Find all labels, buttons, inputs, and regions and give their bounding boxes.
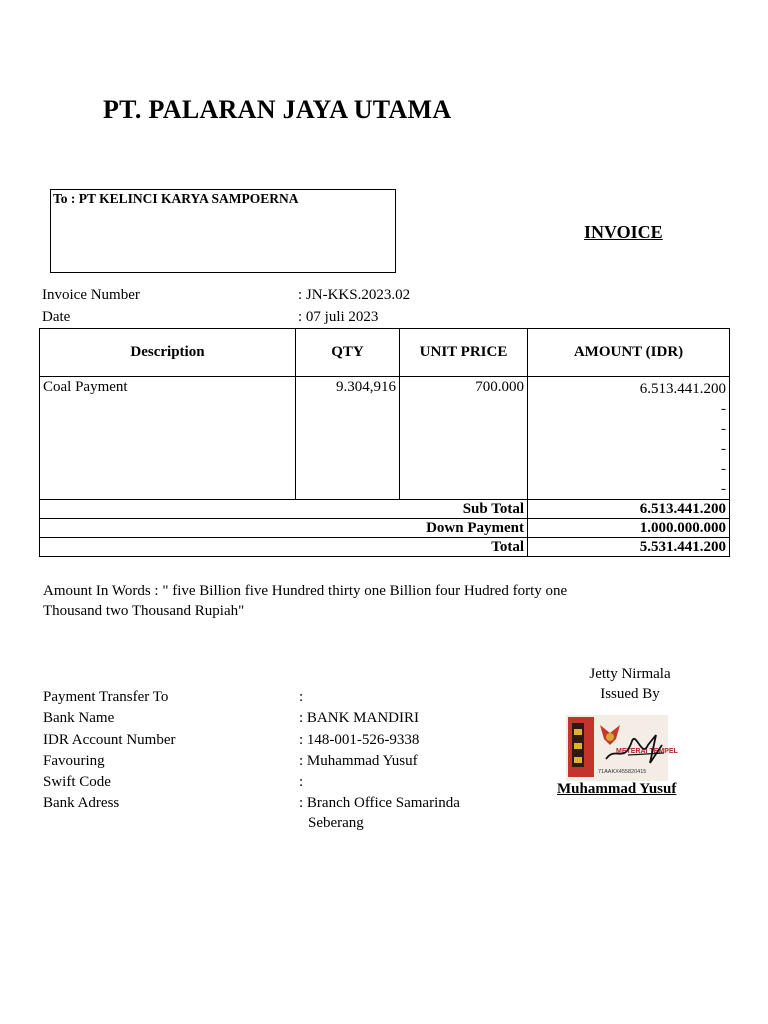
date-label: Date bbox=[42, 309, 71, 325]
amount-in-words-line2: Thousand two Thousand Rupiah" bbox=[43, 603, 245, 619]
bank-address-label: Bank Adress bbox=[43, 795, 120, 811]
issued-by-label: Issued By bbox=[600, 686, 660, 702]
bank-address-line2: Seberang bbox=[308, 815, 364, 831]
item-amount-blank: - bbox=[721, 461, 726, 477]
item-amount-blank: - bbox=[721, 421, 726, 437]
amount-in-words bbox=[43, 581, 683, 621]
down-payment-label: Down Payment bbox=[40, 519, 528, 538]
bank-name-value: : BANK MANDIRI bbox=[299, 710, 419, 726]
recipient-box bbox=[50, 189, 396, 273]
subtotal-value: 6.513.441.200 bbox=[528, 500, 730, 519]
header-description: Description bbox=[40, 329, 296, 377]
favouring-label: Favouring bbox=[43, 753, 105, 769]
down-payment-row bbox=[40, 519, 730, 538]
recipient-text: To : PT KELINCI KARYA SAMPOERNA bbox=[53, 191, 299, 206]
item-amount-blank: - bbox=[721, 481, 726, 497]
item-description: Coal Payment bbox=[40, 377, 296, 500]
subtotal-row bbox=[40, 500, 730, 519]
subtotal-label: Sub Total bbox=[40, 500, 528, 519]
table-header-row bbox=[40, 329, 730, 377]
payment-transfer-value: : bbox=[299, 689, 304, 705]
swift-code-label: Swift Code bbox=[43, 774, 111, 790]
favouring-value: : Muhammad Yusuf bbox=[299, 753, 418, 769]
item-amount-blank: - bbox=[721, 441, 726, 457]
account-number-value: : 148-001-526-9338 bbox=[299, 732, 420, 748]
date-value: : 07 juli 2023 bbox=[298, 309, 379, 325]
item-amounts bbox=[528, 377, 730, 500]
invoice-title: INVOICE bbox=[584, 222, 663, 242]
payment-transfer-label: Payment Transfer To bbox=[43, 689, 169, 705]
total-label: Total bbox=[40, 538, 528, 557]
invoice-number-value: : JN-KKS.2023.02 bbox=[298, 287, 411, 303]
item-qty: 9.304,916 bbox=[296, 377, 400, 500]
issue-place: Jetty Nirmala bbox=[589, 666, 671, 682]
signer-name: Muhammad Yusuf bbox=[557, 781, 677, 797]
down-payment-value: 1.000.000.000 bbox=[528, 519, 730, 538]
total-row bbox=[40, 538, 730, 557]
bank-name-label: Bank Name bbox=[43, 710, 115, 726]
invoice-table bbox=[39, 328, 730, 557]
company-name: PT. PALARAN JAYA UTAMA bbox=[103, 95, 452, 124]
header-amount: AMOUNT (IDR) bbox=[528, 329, 730, 377]
item-amount: 6.513.441.200 bbox=[639, 381, 726, 397]
amount-in-words-line1: Amount In Words : " five Billion five Hundred thirty one Billion four Hudred forty one bbox=[43, 583, 568, 599]
stamp-serial: 71AAKX455820415 bbox=[598, 769, 647, 775]
swift-code-value: : bbox=[299, 774, 304, 790]
item-unit-price: 700.000 bbox=[400, 377, 528, 500]
total-value: 5.531.441.200 bbox=[528, 538, 730, 557]
bank-address-value: : Branch Office Samarinda bbox=[299, 795, 460, 811]
header-qty: QTY bbox=[296, 329, 400, 377]
stamp-text: METERAI TEMPEL bbox=[616, 748, 678, 755]
item-amount-blank: - bbox=[721, 401, 726, 417]
table-row bbox=[40, 377, 730, 500]
header-unit-price: UNIT PRICE bbox=[400, 329, 528, 377]
revenue-stamp-with-signature bbox=[566, 715, 678, 781]
invoice-number-label: Invoice Number bbox=[42, 287, 140, 303]
account-number-label: IDR Account Number bbox=[43, 732, 176, 748]
